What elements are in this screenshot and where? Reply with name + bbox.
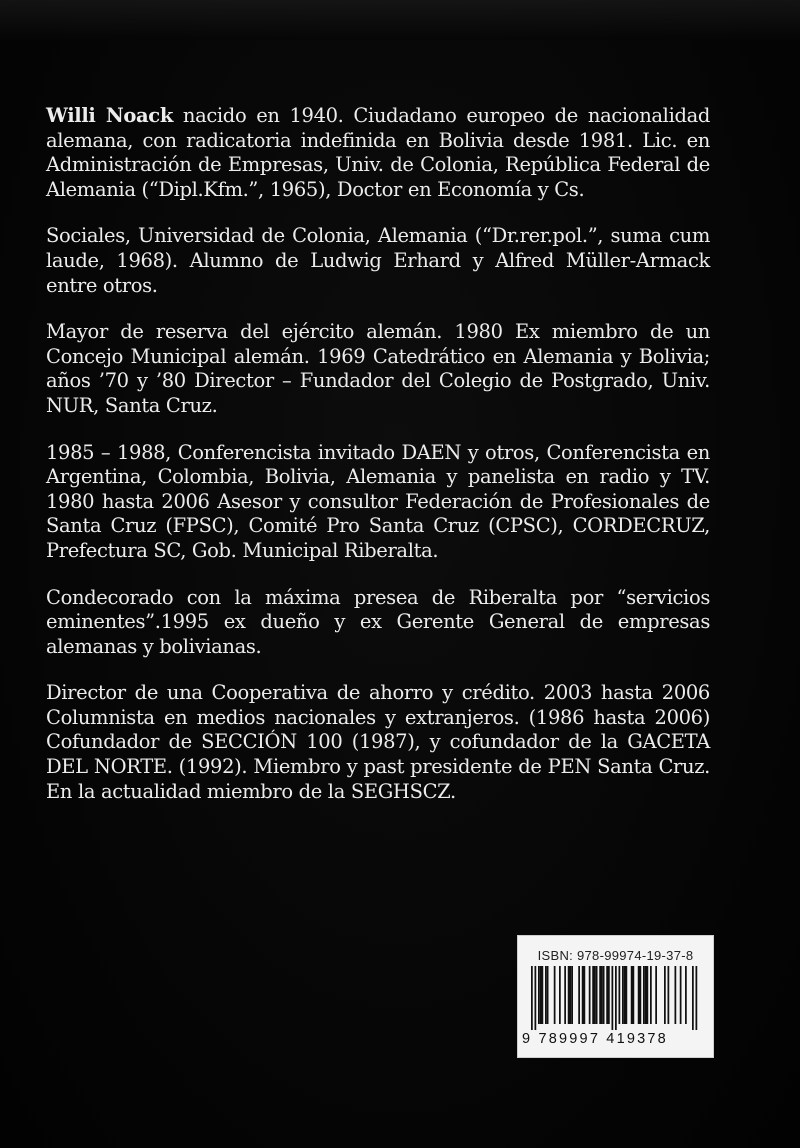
- bio-paragraph-6: Director de una Cooperativa de ahorro y crédito. 2003 hasta 2006 Columnista en medios nacionales y extranjeros. (1986 hasta 2006) Cofundador de SECCIÓN 100 (1987), y cofundador de la GACETA DEL NORTE. (1992). Miembro y past presidente de PEN Santa Cruz. En la actualidad miembro de la SEGHSCZ.: [46, 681, 710, 803]
- barcode-bar: [592, 966, 594, 1024]
- barcode-bar: [589, 966, 591, 1024]
- barcode-bar: [675, 966, 677, 1024]
- barcode-bar: [645, 966, 647, 1024]
- barcode-bar: [559, 966, 561, 1024]
- barcode-bar: [655, 966, 657, 1024]
- barcode-bar: [584, 966, 586, 1024]
- barcode-bar: [608, 966, 610, 1024]
- barcode-bar: [612, 966, 614, 1030]
- barcode-bar: [540, 966, 542, 1024]
- barcode-bar: [638, 966, 640, 1024]
- barcode-bar: [626, 966, 628, 1024]
- bio-paragraph-5: Condecorado con la máxima presea de Riberalta por “servicios eminentes”.1995 ex dueño y ex Gerente General de empresas alemanas y bolivianas.: [46, 585, 710, 658]
- barcode-bar: [650, 966, 652, 1024]
- bio-paragraph-1: [46, 104, 710, 202]
- barcode-bar: [696, 966, 698, 1030]
- barcode-bar: [643, 966, 645, 1024]
- barcode-bar: [547, 966, 549, 1024]
- isbn-label: ISBN: 978-99974-19-37-8: [537, 948, 694, 963]
- bio-paragraph-1-text: nacido en 1940. Ciudadano europeo de nacionalidad alemana, con radicatoria indefinida en Bolivia desde 1981. Lic. en Administración de Empresas, Univ. de Colonia, República Federal de Alemania (“Dipl.Kfm.”, 1965), Doctor en Economía y Cs.: [46, 104, 710, 201]
- barcode-bar: [545, 966, 547, 1024]
- barcode-bar: [582, 966, 584, 1024]
- bio-paragraph-4: 1985 – 1988, Conferencista invitado DAEN y otros, Conferencista en Argentina, Colombia, Bolivia, Alemania y panelista en radio y TV. 1980 hasta 2006 Asesor y consultor Federación de Profesionales de Santa Cruz (FPSC), Comité Pro Santa Cruz (CPSC), CORDECRUZ, Prefectura SC, Gob. Municipal Riberalta.: [46, 440, 710, 562]
- barcode-bar: [619, 966, 621, 1024]
- barcode-bar: [664, 966, 666, 1024]
- barcode-bar: [535, 966, 537, 1030]
- author-name: Willi Noack: [46, 104, 173, 127]
- barcode-bar: [685, 966, 687, 1024]
- barcode-bar: [578, 966, 580, 1024]
- barcode-bar: [599, 966, 601, 1024]
- barcode: [526, 966, 708, 1030]
- barcode-bar: [596, 966, 598, 1024]
- barcode-bar: [542, 966, 544, 1024]
- barcode-bar: [594, 966, 596, 1024]
- barcode-bar: [692, 966, 694, 1030]
- cover-top-edge: [0, 0, 800, 40]
- barcode-bar: [606, 966, 608, 1024]
- barcode-bar: [668, 966, 670, 1024]
- bio-paragraph-3: Mayor de reserva del ejército alemán. 1980 Ex miembro de un Concejo Municipal alemán. 1969 Catedrático en Alemania y Bolivia; años ’70 y ’80 Director – Fundador del Colegio de Postgrado, Univ. NUR, Santa Cruz.: [46, 320, 710, 417]
- barcode-bar: [531, 966, 533, 1030]
- barcode-bar: [570, 966, 572, 1024]
- barcode-bar: [647, 966, 649, 1024]
- barcode-bar: [568, 966, 570, 1024]
- barcode-bar: [571, 966, 573, 1024]
- barcode-bar: [603, 966, 605, 1024]
- barcode-bar: [554, 966, 556, 1024]
- barcode-bar: [640, 966, 642, 1024]
- barcode-bar: [538, 966, 540, 1024]
- barcode-bar: [680, 966, 682, 1024]
- barcode-bar: [622, 966, 624, 1024]
- barcode-bar: [564, 966, 566, 1024]
- bio-paragraph-2: Sociales, Universidad de Colonia, Alemania (“Dr.rer.pol.”, suma cum laude, 1968). Alumno de Ludwig Erhard y Alfred Müller-Armack entre otros.: [46, 224, 710, 297]
- isbn-barcode-box: [517, 935, 714, 1058]
- barcode-bar: [601, 966, 603, 1024]
- barcode-bar: [633, 966, 635, 1024]
- barcode-bar: [631, 966, 633, 1024]
- barcode-bar: [615, 966, 617, 1030]
- barcode-bar: [624, 966, 626, 1024]
- author-bio: [46, 104, 710, 826]
- barcode-digits: 9 789997 419378: [522, 1031, 668, 1047]
